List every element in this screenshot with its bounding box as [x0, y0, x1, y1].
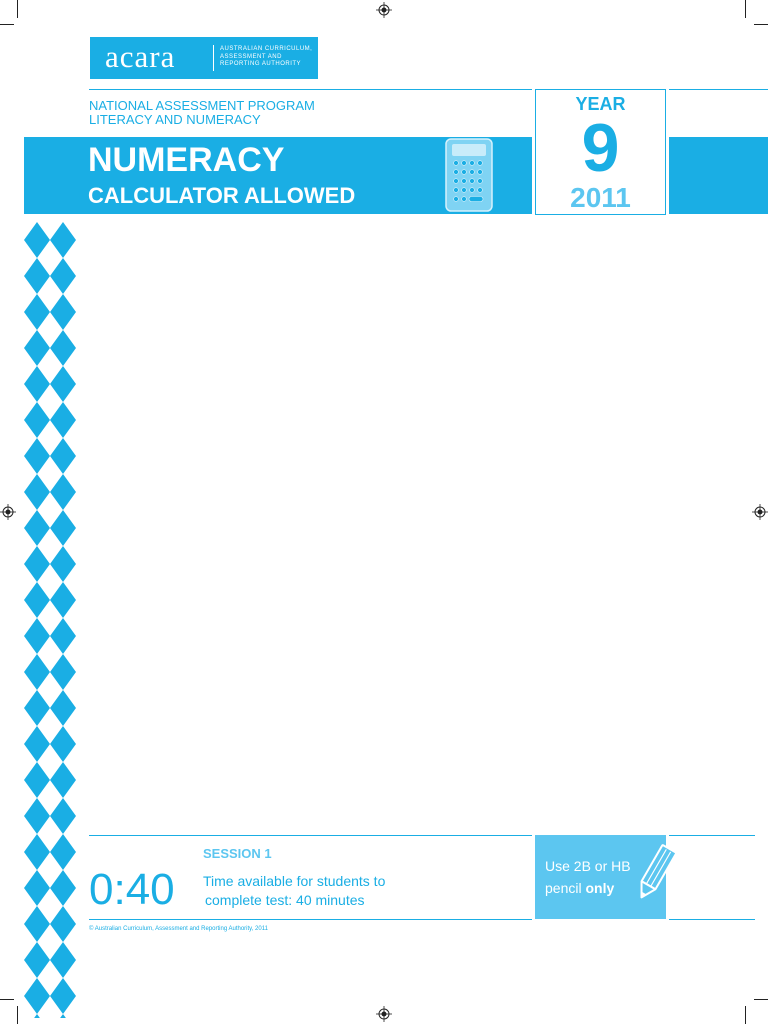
registration-mark-icon — [752, 504, 768, 520]
pencil-icon — [631, 843, 679, 905]
crop-mark — [754, 24, 768, 25]
calculator-note: CALCULATOR ALLOWED — [88, 183, 356, 208]
time-allowed: 0:40 — [89, 865, 175, 914]
registration-mark-icon — [0, 504, 16, 520]
program-line: NATIONAL ASSESSMENT PROGRAM — [89, 98, 315, 113]
program-title — [89, 99, 315, 127]
crop-mark — [745, 1006, 746, 1024]
title-band — [24, 137, 532, 214]
pencil-instruction: Use 2B or HB — [545, 858, 631, 874]
crop-mark — [17, 1006, 18, 1024]
calculator-icon — [445, 138, 493, 212]
year-grade: 9 — [581, 110, 620, 186]
copyright-notice: © Australian Curriculum, Assessment and Reporting Authority, 2011 — [89, 926, 268, 932]
session-label: SESSION 1 — [203, 846, 272, 861]
year-label: YEAR — [575, 94, 626, 114]
footer-rule — [669, 919, 755, 920]
pencil-instruction-text: pencil — [545, 880, 586, 896]
subject-title: NUMERACY — [88, 141, 285, 179]
logo-subtitle-line: ASSESSMENT AND — [220, 53, 282, 60]
diamond-border-pattern — [24, 222, 76, 1018]
crop-mark — [754, 999, 768, 1000]
registration-mark-icon — [376, 2, 392, 18]
logo-divider — [213, 45, 214, 71]
logo-wordmark: acara — [105, 39, 176, 74]
time-description: complete test: 40 minutes — [205, 892, 365, 908]
year-box — [535, 89, 666, 215]
crop-mark — [0, 999, 14, 1000]
registration-mark-icon — [376, 1006, 392, 1022]
pencil-instruction — [545, 880, 614, 896]
year-value: 2011 — [570, 182, 631, 213]
time-description: Time available for students to — [203, 873, 386, 889]
header-rule — [669, 89, 768, 90]
footer-rule — [669, 835, 755, 836]
acara-logo — [90, 37, 318, 79]
crop-mark — [17, 0, 18, 18]
title-band-right — [669, 137, 768, 214]
footer-rule — [89, 919, 532, 920]
logo-subtitle-line: AUSTRALIAN CURRICULUM, — [220, 46, 313, 52]
crop-mark — [0, 24, 14, 25]
program-line: LITERACY AND NUMERACY — [89, 112, 261, 127]
footer-rule — [89, 835, 532, 836]
logo-subtitle — [220, 46, 312, 69]
pencil-instruction-emphasis: only — [585, 880, 615, 896]
header-rule — [89, 89, 532, 90]
crop-mark — [745, 0, 746, 18]
pencil-instruction-box — [535, 835, 666, 919]
logo-subtitle-line: REPORTING AUTHORITY — [220, 61, 302, 67]
